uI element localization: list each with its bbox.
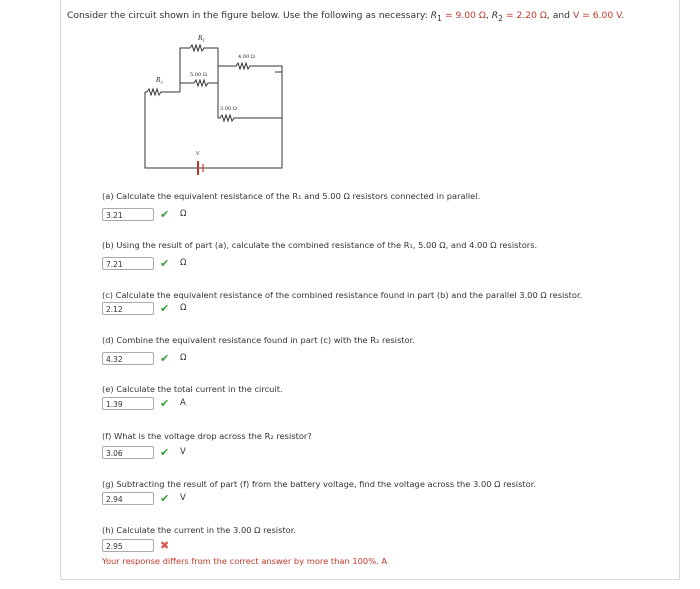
answer-a-input[interactable]: 3.21 — [102, 208, 154, 221]
question-b-text: (b) Using the result of part (a), calculate the combined resistance of the R₁, 5.00 Ω, and 4.00 Ω resistors. — [102, 240, 538, 250]
question-e-text: (e) Calculate the total current in the circuit. — [102, 384, 283, 394]
check-icon: ✔ — [160, 302, 170, 315]
r1-subscript: 1 — [437, 13, 442, 23]
question-f-text: (f) What is the voltage drop across the R₂ resistor? — [102, 431, 312, 441]
svg-text:R2: $R_2$ — [156, 77, 164, 85]
question-d-text: (d) Combine the equivalent resistance found in part (c) with the R₂ resistor. — [102, 335, 415, 345]
svg-text:3.00 Ω: 3.00 Ω — [220, 106, 237, 112]
question-a-text: (a) Calculate the equivalent resistance of the R₁ and 5.00 Ω resistors connected in parallel. — [102, 191, 481, 201]
r1-value: = 9.00 Ω — [441, 10, 486, 21]
intro-end: . — [621, 10, 625, 21]
r5-resistor — [180, 80, 218, 86]
r2-subscript: 2 — [498, 13, 503, 23]
answer-h-input[interactable]: 2.95 — [102, 539, 154, 552]
answer-a-unit: Ω — [180, 209, 187, 219]
answer-b-input[interactable]: 7.21 — [102, 257, 154, 270]
answer-f-unit: V — [180, 447, 186, 457]
question-h-text: (h) Calculate the current in the 3.00 Ω resistor. — [102, 525, 297, 535]
answer-g-unit: V — [180, 493, 186, 503]
answer-d-input[interactable]: 4.32 — [102, 352, 154, 365]
problem-statement: Consider the circuit shown in the figure below. Use the following as necessary: $R_1 = 9.00$ Ω, $R_2 = 2.20$ Ω, and V = 6.00 V. — [67, 10, 625, 23]
answer-d-unit: Ω — [180, 353, 187, 363]
check-icon: ✔ — [160, 492, 170, 505]
question-c-text: (c) Calculate the equivalent resistance of the combined resistance found in part (b) and the parallel 3.00 Ω resistor. — [102, 290, 583, 300]
svg-text:4.00 Ω: 4.00 Ω — [238, 54, 255, 60]
answer-f-input[interactable]: 3.06 — [102, 446, 154, 459]
answer-b-unit: Ω — [180, 258, 187, 268]
r2-value: = 2.20 Ω — [502, 10, 547, 21]
intro-and: , and — [546, 10, 573, 21]
question-g-text: (g) Subtracting the result of part (f) from the battery voltage, find the voltage across the 3.00 Ω resistor. — [102, 479, 537, 489]
cross-icon: ✖ — [160, 539, 170, 552]
svg-text:V: V — [196, 151, 200, 157]
error-message: Your response differs from the correct answer by more than 100%. A — [102, 556, 388, 566]
r3-resistor — [218, 83, 282, 121]
r2-resistor — [147, 89, 180, 95]
r1-symbol: R — [430, 10, 438, 21]
answer-c-input[interactable]: 2.12 — [102, 302, 154, 315]
check-icon: ✔ — [160, 352, 170, 365]
check-icon: ✔ — [160, 446, 170, 459]
svg-text:R1: $R_1$ — [198, 35, 206, 43]
r2-symbol: R — [491, 10, 499, 21]
check-icon: ✔ — [160, 397, 170, 410]
check-icon: ✔ — [160, 257, 170, 270]
answer-c-unit: Ω — [180, 303, 187, 313]
check-icon: ✔ — [160, 208, 170, 221]
answer-e-unit: A — [180, 398, 186, 408]
answer-g-input[interactable]: 2.94 — [102, 492, 154, 505]
svg-text:5.00 Ω: 5.00 Ω — [190, 72, 207, 78]
circuit-diagram — [140, 30, 290, 175]
answer-e-input[interactable]: 1.39 — [102, 397, 154, 410]
intro-text: Consider the circuit shown in the figure below. Use the following as necessary: — [67, 10, 431, 21]
voltage-value: V = 6.00 V — [572, 10, 622, 21]
